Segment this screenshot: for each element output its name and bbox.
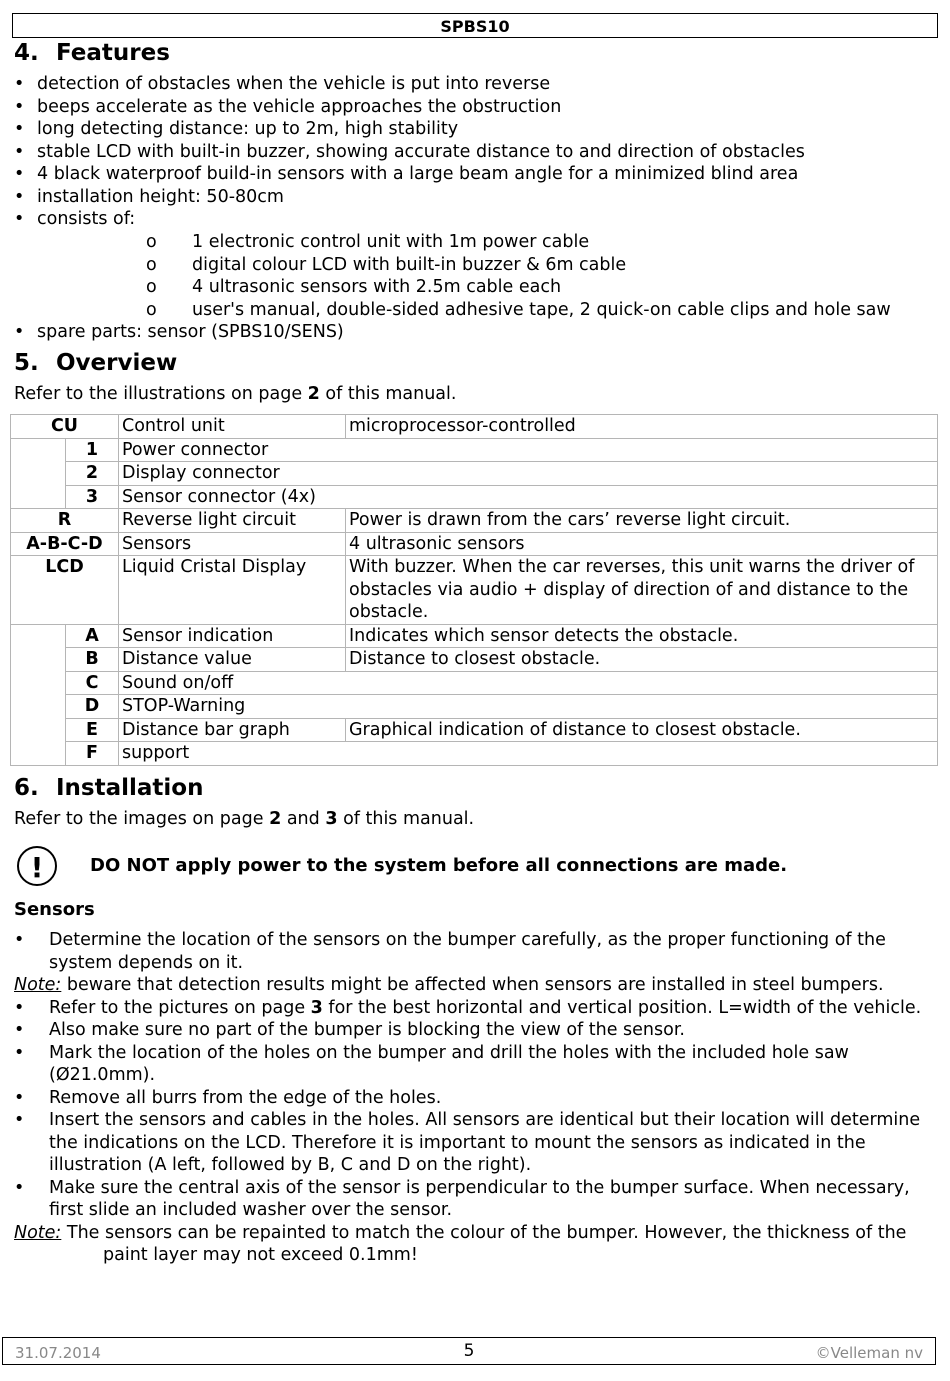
list-item: o digital colour LCD with built-in buzzer & 6m cable xyxy=(146,254,891,277)
page-number: 5 xyxy=(463,1341,475,1361)
table-row: LCD Liquid Cristal Display With buzzer. When the car reverses, this unit warns the driver of obstacles via audio + display of direction of and distance to the obstacle. xyxy=(11,556,938,625)
table-row: CU Control unit microprocessor-controlled xyxy=(11,415,938,439)
note: Note: The sensors can be repainted to match the colour of the bumper. However, the thickness of the paint layer may not exceed 0.1mm! xyxy=(14,1222,907,1265)
overview-table xyxy=(10,414,938,766)
table-row: C Sound on/off xyxy=(11,671,938,695)
section-installation-heading: 6. Installation xyxy=(14,775,204,801)
page-footer xyxy=(2,1337,936,1365)
list-item: o user's manual, double-sided adhesive tape, 2 quick-on cable clips and hole saw xyxy=(146,299,891,322)
list-item: o 4 ultrasonic sensors with 2.5m cable each xyxy=(146,276,891,299)
sensors-instructions xyxy=(14,929,934,1267)
list-item: • installation height: 50-80cm xyxy=(14,186,805,209)
warning-icon: ! xyxy=(17,846,57,886)
footer-date: 31.07.2014 xyxy=(15,1344,101,1362)
list-item: • Insert the sensors and cables in the holes. All sensors are identical but their location will determine the indications on the LCD. Therefore it is important to mount the sensors as indicated in the illustration (A left, followed by B, C and D on the right). xyxy=(14,1109,934,1177)
list-item: • 4 black waterproof build-in sensors with a large beam angle for a minimized blind area xyxy=(14,163,805,186)
sensors-subheading: Sensors xyxy=(14,899,95,920)
list-item: • Mark the location of the holes on the bumper and drill the holes with the included hole saw (Ø21.0mm). xyxy=(14,1042,934,1087)
footer-copyright: ©Velleman nv xyxy=(815,1344,923,1362)
overview-intro: Refer to the illustrations on page 2 of this manual. xyxy=(14,384,457,404)
note: Note: beware that detection results might be affected when sensors are installed in steel bumpers. xyxy=(14,975,884,995)
table-row: F support xyxy=(11,742,938,766)
table-row: A-B-C-D Sensors 4 ultrasonic sensors xyxy=(11,532,938,556)
list-item: • Make sure the central axis of the sensor is perpendicular to the bumper surface. When necessary, first slide an included washer over the sensor. xyxy=(14,1177,934,1222)
list-item: • beeps accelerate as the vehicle approaches the obstruction xyxy=(14,96,805,119)
section-features-heading: 4. Features xyxy=(14,40,170,66)
list-item: • detection of obstacles when the vehicle is put into reverse xyxy=(14,73,805,96)
table-row: 3 Sensor connector (4x) xyxy=(11,485,938,509)
list-item: • Refer to the pictures on page 3 for the best horizontal and vertical position. L=width of the vehicle. xyxy=(14,997,934,1020)
warning-text: DO NOT apply power to the system before all connections are made. xyxy=(90,855,788,876)
list-item: • stable LCD with built-in buzzer, showing accurate distance to and direction of obstacles xyxy=(14,141,805,164)
list-item: • Also make sure no part of the bumper is blocking the view of the sensor. xyxy=(14,1019,934,1042)
list-item: • consists of: xyxy=(14,208,805,231)
table-row: E Distance bar graph Graphical indication of distance to closest obstacle. xyxy=(11,718,938,742)
list-item: • Remove all burrs from the edge of the holes. xyxy=(14,1087,934,1110)
table-row: B Distance value Distance to closest obstacle. xyxy=(11,648,938,672)
table-row: D STOP-Warning xyxy=(11,695,938,719)
features-list xyxy=(14,73,805,231)
page-header: SPBS10 xyxy=(12,13,938,38)
list-item: • long detecting distance: up to 2m, high stability xyxy=(14,118,805,141)
table-row: A Sensor indication Indicates which sensor detects the obstacle. xyxy=(11,624,938,648)
table-row: 2 Display connector xyxy=(11,462,938,486)
spare-parts-list xyxy=(14,321,344,344)
list-item: o 1 electronic control unit with 1m power cable xyxy=(146,231,891,254)
section-overview-heading: 5. Overview xyxy=(14,350,178,376)
list-item: • spare parts: sensor (SPBS10/SENS) xyxy=(14,321,344,344)
list-item: • Determine the location of the sensors on the bumper carefully, as the proper functioning of the system depends on it. xyxy=(14,929,934,974)
contents-sublist xyxy=(146,231,891,321)
table-row: 1 Power connector xyxy=(11,438,938,462)
installation-intro: Refer to the images on page 2 and 3 of this manual. xyxy=(14,809,475,829)
table-row: R Reverse light circuit Power is drawn from the cars’ reverse light circuit. xyxy=(11,509,938,533)
